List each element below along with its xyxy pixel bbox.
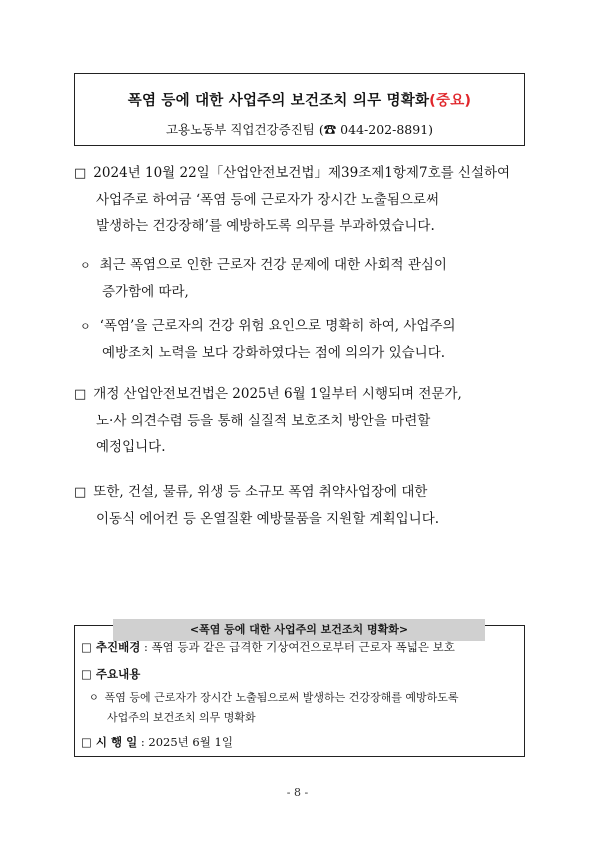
summary-content-text: 폭염 등에 근로자가 장시간 노출됨으로써 발생하는 건강장해를 예방하도록: [104, 691, 459, 704]
circle-bullet-icon: ㅇ: [80, 259, 91, 272]
item-line: 예정입니다.: [96, 439, 166, 455]
department-contact: 고용노동부 직업건강증진팀 (☎ 044-202-8891): [165, 122, 434, 137]
item-line: 증가함에 따라,: [102, 284, 189, 300]
item-line: 또한, 건설, 물류, 위생 등 소규모 폭염 취약사업장에 대한: [93, 484, 428, 500]
page-number: - 8 -: [286, 786, 309, 799]
checkbox-square-icon: □: [74, 387, 87, 402]
circle-bullet-icon: ㅇ: [80, 320, 91, 333]
item-line: 노·사 의견수렴 등을 통해 실질적 보호조치 방안을 마련할: [96, 413, 431, 429]
summary-content-line: 사업주의 보건조치 의무 명확화: [107, 711, 256, 724]
document-title: [75, 89, 524, 110]
summary-effective-label: 시 행 일: [95, 735, 138, 749]
summary-content-row: [81, 665, 140, 684]
title-accent: (중요): [429, 93, 472, 109]
summary-content-line: [89, 688, 459, 708]
item-line: 2024년 10월 22일「산업안전보건법」제39조제1항제7호를 신설하여: [93, 165, 511, 181]
summary-heading: <폭염 등에 대한 사업주의 보건조치 명확화>: [113, 619, 485, 641]
sub-item-significance: [80, 313, 456, 366]
summary-content-label: 주요내용: [95, 667, 141, 681]
summary-effective-text: : 2025년 6월 1일: [140, 735, 233, 749]
checkbox-square-icon: □: [81, 735, 92, 749]
checkbox-square-icon: □: [74, 485, 87, 500]
circle-bullet-icon: ㅇ: [89, 693, 99, 704]
checkbox-square-icon: □: [81, 640, 92, 654]
checkbox-square-icon: □: [74, 166, 87, 181]
item-support-plan: [74, 479, 439, 532]
item-line: ‘폭염’을 근로자의 건강 위험 요인으로 명확히 하여, 사업주의: [99, 318, 456, 334]
summary-background-row: [81, 638, 455, 657]
sub-item-background: [80, 252, 447, 305]
item-new-provision: [74, 160, 510, 239]
item-line: 최근 폭염으로 인한 근로자 건강 문제에 대한 사회적 관심이: [99, 257, 447, 273]
summary-background-label: 추진배경: [95, 640, 141, 654]
title-box: [74, 73, 525, 146]
summary-box: [74, 625, 525, 757]
checkbox-square-icon: □: [81, 667, 92, 681]
title-main: 폭염 등에 대한 사업주의 보건조치 의무 명확화: [127, 93, 430, 109]
item-line: 예방조치 노력을 보다 강화하였다는 점에 의의가 있습니다.: [102, 345, 446, 361]
item-effective-date: [74, 381, 462, 460]
item-line: 이동식 에어컨 등 온열질환 예방물품을 지원할 계획입니다.: [96, 511, 440, 527]
item-line: 개정 산업안전보건법은 2025년 6월 1일부터 시행되며 전문가,: [93, 386, 462, 402]
summary-effective-row: [81, 733, 233, 752]
item-line: 사업주로 하여금 ‘폭염 등에 근로자가 장시간 노출됨으로써: [96, 192, 440, 208]
item-line: 발생하는 건강장해’를 예방하도록 의무를 부과하였습니다.: [96, 218, 435, 234]
summary-background-text: : 폭염 등과 같은 급격한 기상여건으로부터 근로자 폭넓은 보호: [143, 640, 455, 654]
